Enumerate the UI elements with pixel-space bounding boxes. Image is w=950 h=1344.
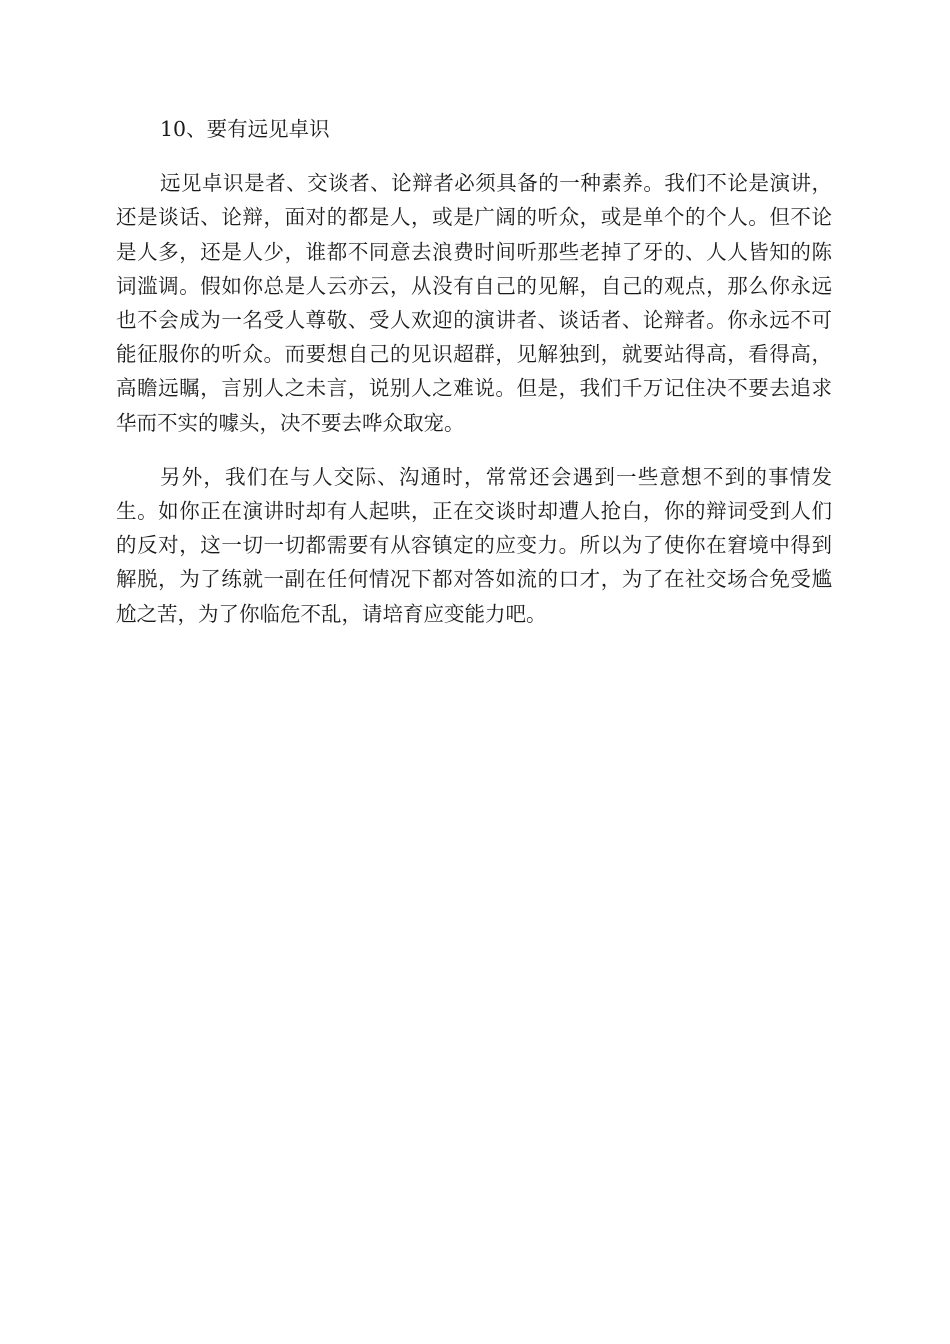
paragraph-2: 另外，我们在与人交际、沟通时，常常还会遇到一些意想不到的事情发生。如你正在演讲时却有人起哄，正在交谈时却遭人抢白，你的辩词受到人们的反对，这一切一切都需要有从容镇定的应变力。所以为了使你在窘境中得到解脱，为了练就一副在任何情况下都对答如流的口才，为了在社交场合免受尴尬之苦，为了你临危不乱，请培育应变能力吧。 — [116, 464, 832, 626]
section-heading: 10、要有远见卓识 — [160, 117, 330, 141]
document-body — [116, 112, 832, 651]
paragraph-1: 远见卓识是者、交谈者、论辩者必须具备的一种素养。我们不论是演讲，还是谈话、论辩，面对的都是人，或是广阔的听众，或是单个的个人。但不论是人多，还是人少，谁都不同意去浪费时间听那些老掉了牙的、人人皆知的陈词滥调。假如你总是人云亦云，从没有自己的见解，自己的观点，那么你永远也不会成为一名受人尊敬、受人欢迎的演讲者、谈话者、论辩者。你永远不可能征服你的听众。而要想自己的见识超群，见解独到，就要站得高，看得高，高瞻远瞩，言别人之未言，说别人之难说。但是，我们千万记住决不要去追求华而不实的噱头，决不要去哗众取宠。 — [116, 171, 832, 435]
